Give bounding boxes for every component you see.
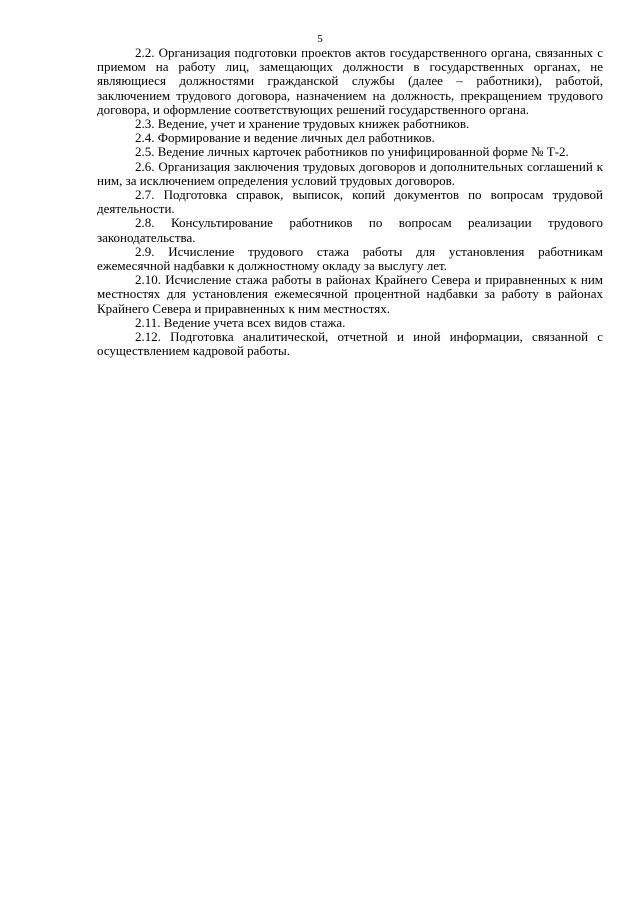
document-body <box>97 46 603 358</box>
page-number: 5 <box>317 33 323 45</box>
paragraph-2-10: 2.10. Исчисление стажа работы в районах Крайнего Севера и приравненных к ним местностях для установления ежемесячной процентной надбавки за работу в районах Крайнего Севера и приравненных к ним местностях. <box>97 272 603 316</box>
paragraph-2-9: 2.9. Исчисление трудового стажа работы для установления работникам ежемесячной надбавки к должностному окладу за выслугу лет. <box>97 243 603 274</box>
paragraph-2-5: 2.5. Ведение личных карточек работников по унифицированной форме № Т-2. <box>135 144 569 160</box>
paragraph-2-12: 2.12. Подготовка аналитической, отчетной и иной информации, связанной с осуществлением кадровой работы. <box>97 329 603 359</box>
paragraph-2-6: 2.6. Организация заключения трудовых договоров и дополнительных соглашений к ним, за исключением определения условий трудовых договоров. <box>97 158 603 188</box>
paragraph-2-8: 2.8. Консультирование работников по вопросам реализации трудового законодательства. <box>97 215 603 245</box>
paragraph-2-11: 2.11. Ведение учета всех видов стажа. <box>135 314 346 330</box>
paragraph-2-4: 2.4. Формирование и ведение личных дел работников. <box>135 130 435 146</box>
paragraph-2-7: 2.7. Подготовка справок, выписок, копий документов по вопросам трудовой деятельности. <box>97 187 603 217</box>
paragraph-2-3: 2.3. Ведение, учет и хранение трудовых книжек работников. <box>135 116 470 132</box>
paragraph-2-2: 2.2. Организация подготовки проектов актов государственного органа, связанных с приемом на работу лиц, замещающих должности в государственных органах, не являющиеся должностями гражданской службы (далее – работники), работой, заключением трудового договора, назначением на должность, прекращением трудового договора, и оформление соответствующих решений государственного органа. <box>97 45 603 117</box>
